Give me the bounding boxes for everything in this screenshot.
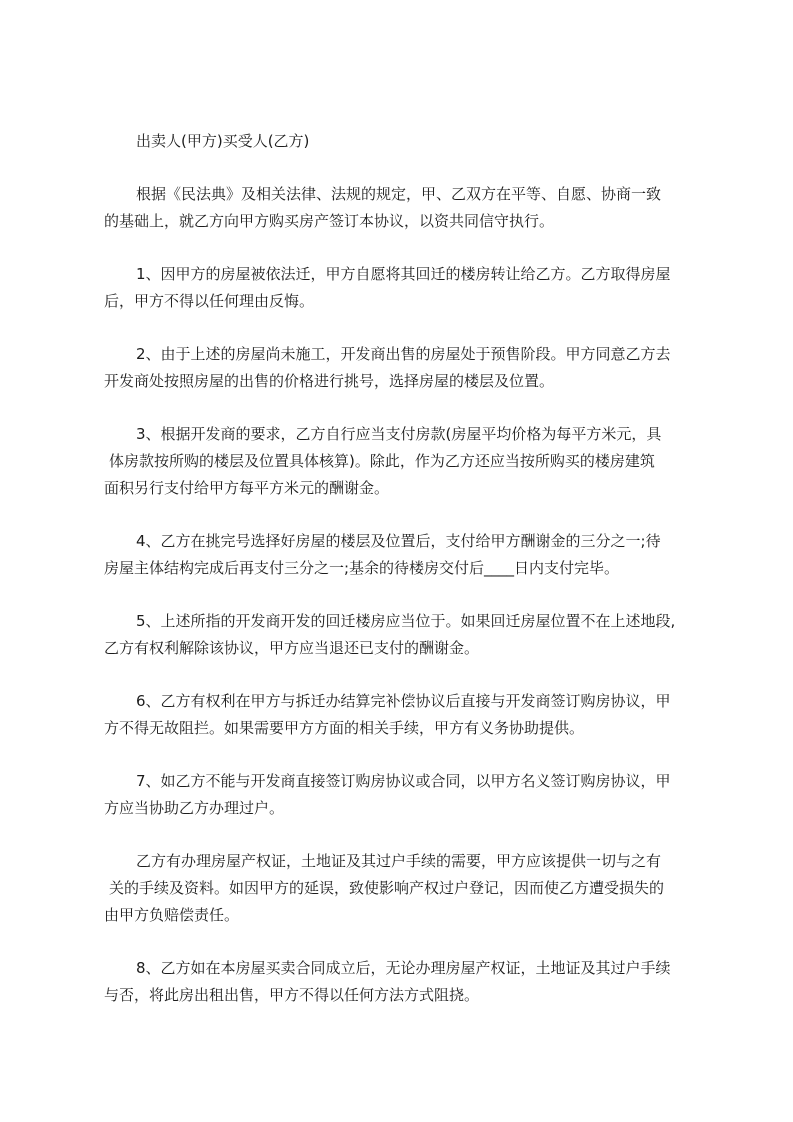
- text-line: 房屋主体结构完成后再支付三分之一;基余的待楼房交付后____日内支付完毕。: [104, 559, 620, 577]
- clause-2-paragraph: [104, 341, 724, 395]
- text-line: 6、乙方有权利在甲方与拆迁办结算完补偿协议后直接与开发商签订购房协议，甲: [136, 692, 671, 710]
- text-line: 乙方有办理房屋产权证，土地证及其过户手续的需要，甲方应该提供一切与之有: [136, 852, 662, 870]
- text-line: 的基础上，就乙方向甲方购买房产签订本协议，以资共同信守执行。: [104, 212, 555, 230]
- text-line: 后，甲方不得以任何理由反悔。: [104, 292, 315, 310]
- text-line: 4、乙方在挑完号选择好房屋的楼层及位置后，支付给甲方酬谢金的三分之一;待: [136, 532, 661, 550]
- text-line: 2、由于上述的房屋尚未施工，开发商出售的房屋处于预售阶段。甲方同意乙方去: [136, 345, 671, 363]
- text-line: 方不得无故阻拦。如果需要甲方方面的相关手续，甲方有义务协助提供。: [104, 719, 585, 737]
- text-line: 乙方有权利解除该协议，甲方应当退还已支付的酬谢金。: [104, 639, 480, 657]
- preamble-paragraph: [104, 181, 724, 235]
- text-line: 关的手续及资料。如因甲方的延误，致使影响产权过户登记，因而使乙方遭受损失的: [109, 879, 665, 897]
- text-line: 1、因甲方的房屋被依法迁，甲方自愿将其回迁的楼房转让给乙方。乙方取得房屋: [136, 265, 671, 283]
- clause-5-paragraph: [104, 608, 724, 662]
- text-line: 3、根据开发商的要求，乙方自行应当支付房款(房屋平均价格为每平方米元，具: [136, 425, 662, 443]
- clause-1-paragraph: [104, 261, 724, 315]
- clause-3-paragraph: [104, 421, 724, 502]
- text-line: 8、乙方如在本房屋买卖合同成立后，无论办理房屋产权证，土地证及其过户手续: [136, 959, 671, 977]
- text-line: 与否，将此房出租出售，甲方不得以任何方法方式阻挠。: [104, 986, 480, 1004]
- text-line: 体房款按所购的楼层及位置具体核算)。除此，作为乙方还应当按所购买的楼房建筑: [109, 452, 655, 470]
- text-line: 由甲方负赔偿责任。: [104, 906, 240, 924]
- text-line: 面积另行支付给甲方每平方米元的酬谢金。: [104, 479, 390, 497]
- text-line: 方应当协助乙方办理过户。: [104, 799, 285, 817]
- text-line: 根据《民法典》及相关法律、法规的规定，甲、乙双方在平等、自愿、协商一致: [136, 185, 662, 203]
- clause-7-paragraph: [104, 768, 724, 822]
- text-line: 出卖人(甲方)买受人(乙方): [136, 132, 310, 150]
- clause-6-paragraph: [104, 688, 724, 742]
- ownership-paragraph: [104, 848, 724, 929]
- text-line: 5、上述所指的开发商开发的回迁楼房应当位于。如果回迁房屋位置不在上述地段,: [136, 612, 676, 630]
- text-line: 7、如乙方不能与开发商直接签订购房协议或合同，以甲方名义签订购房协议，甲: [136, 772, 671, 790]
- clause-4-paragraph: [104, 528, 724, 582]
- text-line: 开发商处按照房屋的出售的价格进行挑号，选择房屋的楼层及位置。: [104, 372, 555, 390]
- clause-8-paragraph: [104, 955, 724, 1009]
- parties-line: [104, 128, 724, 155]
